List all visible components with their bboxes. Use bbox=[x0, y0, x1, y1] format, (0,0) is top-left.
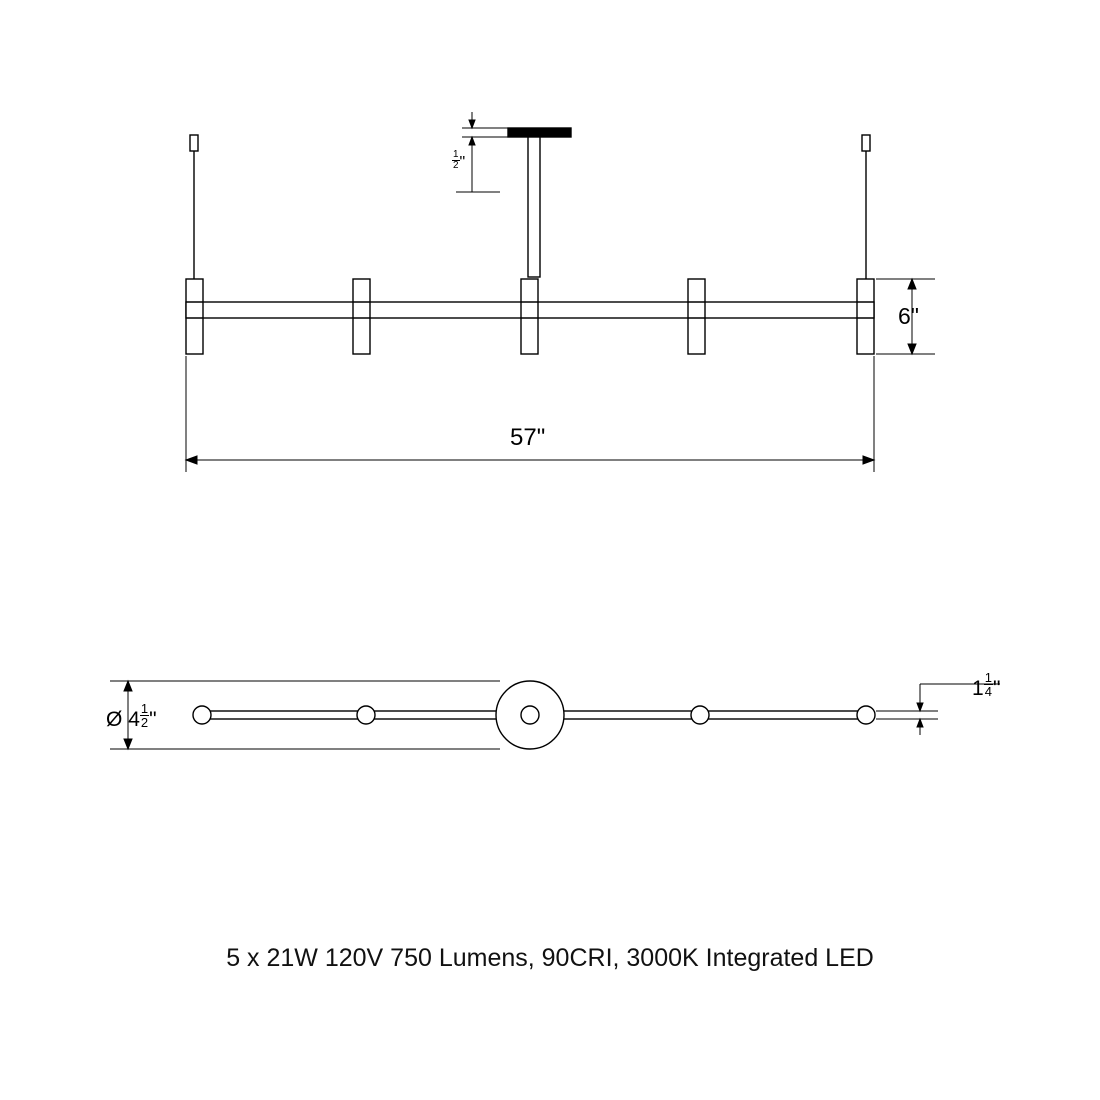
lamp-stem-1 bbox=[186, 279, 203, 354]
plan-node-4 bbox=[691, 706, 709, 724]
lamp-stem-3 bbox=[521, 279, 538, 354]
plan-node-5 bbox=[857, 706, 875, 724]
dimension-label-overall-width: 57" bbox=[510, 424, 546, 451]
dimension-label-canopy-diameter: Ø 4 $\frac{1}{2}$ " bbox=[106, 701, 157, 731]
fraction-one-half: $\frac{1}{2}$ bbox=[140, 701, 149, 731]
lamp-stem-5 bbox=[857, 279, 874, 354]
product-specification-caption: 5 x 21W 120V 750 Lumens, 90CRI, 3000K Integrated LED bbox=[226, 944, 874, 972]
dimension-label-fixture-height: 6" bbox=[898, 303, 919, 329]
suspension-cable-left bbox=[190, 135, 198, 281]
ceiling-canopy bbox=[508, 128, 571, 277]
lamp-stem-2 bbox=[353, 279, 370, 354]
dimension-label-canopy-thickness bbox=[452, 150, 465, 172]
suspension-cable-right bbox=[862, 135, 870, 281]
unit-inch-mark: " bbox=[459, 154, 466, 172]
fraction-one-half: $\frac{1}{2}$ bbox=[453, 149, 459, 171]
plan-node-2 bbox=[357, 706, 375, 724]
plan-node-3 bbox=[521, 706, 539, 724]
diameter-symbol: Ø bbox=[106, 707, 123, 731]
plan-node-1 bbox=[193, 706, 211, 724]
dimension-overall-width bbox=[186, 356, 874, 472]
lamp-stem-4 bbox=[688, 279, 705, 354]
dimension-label-rod-diameter: 1 $\frac{1}{4}$ " bbox=[972, 670, 1001, 700]
fraction-one-quarter: $\frac{1}{4}$ bbox=[984, 670, 992, 700]
